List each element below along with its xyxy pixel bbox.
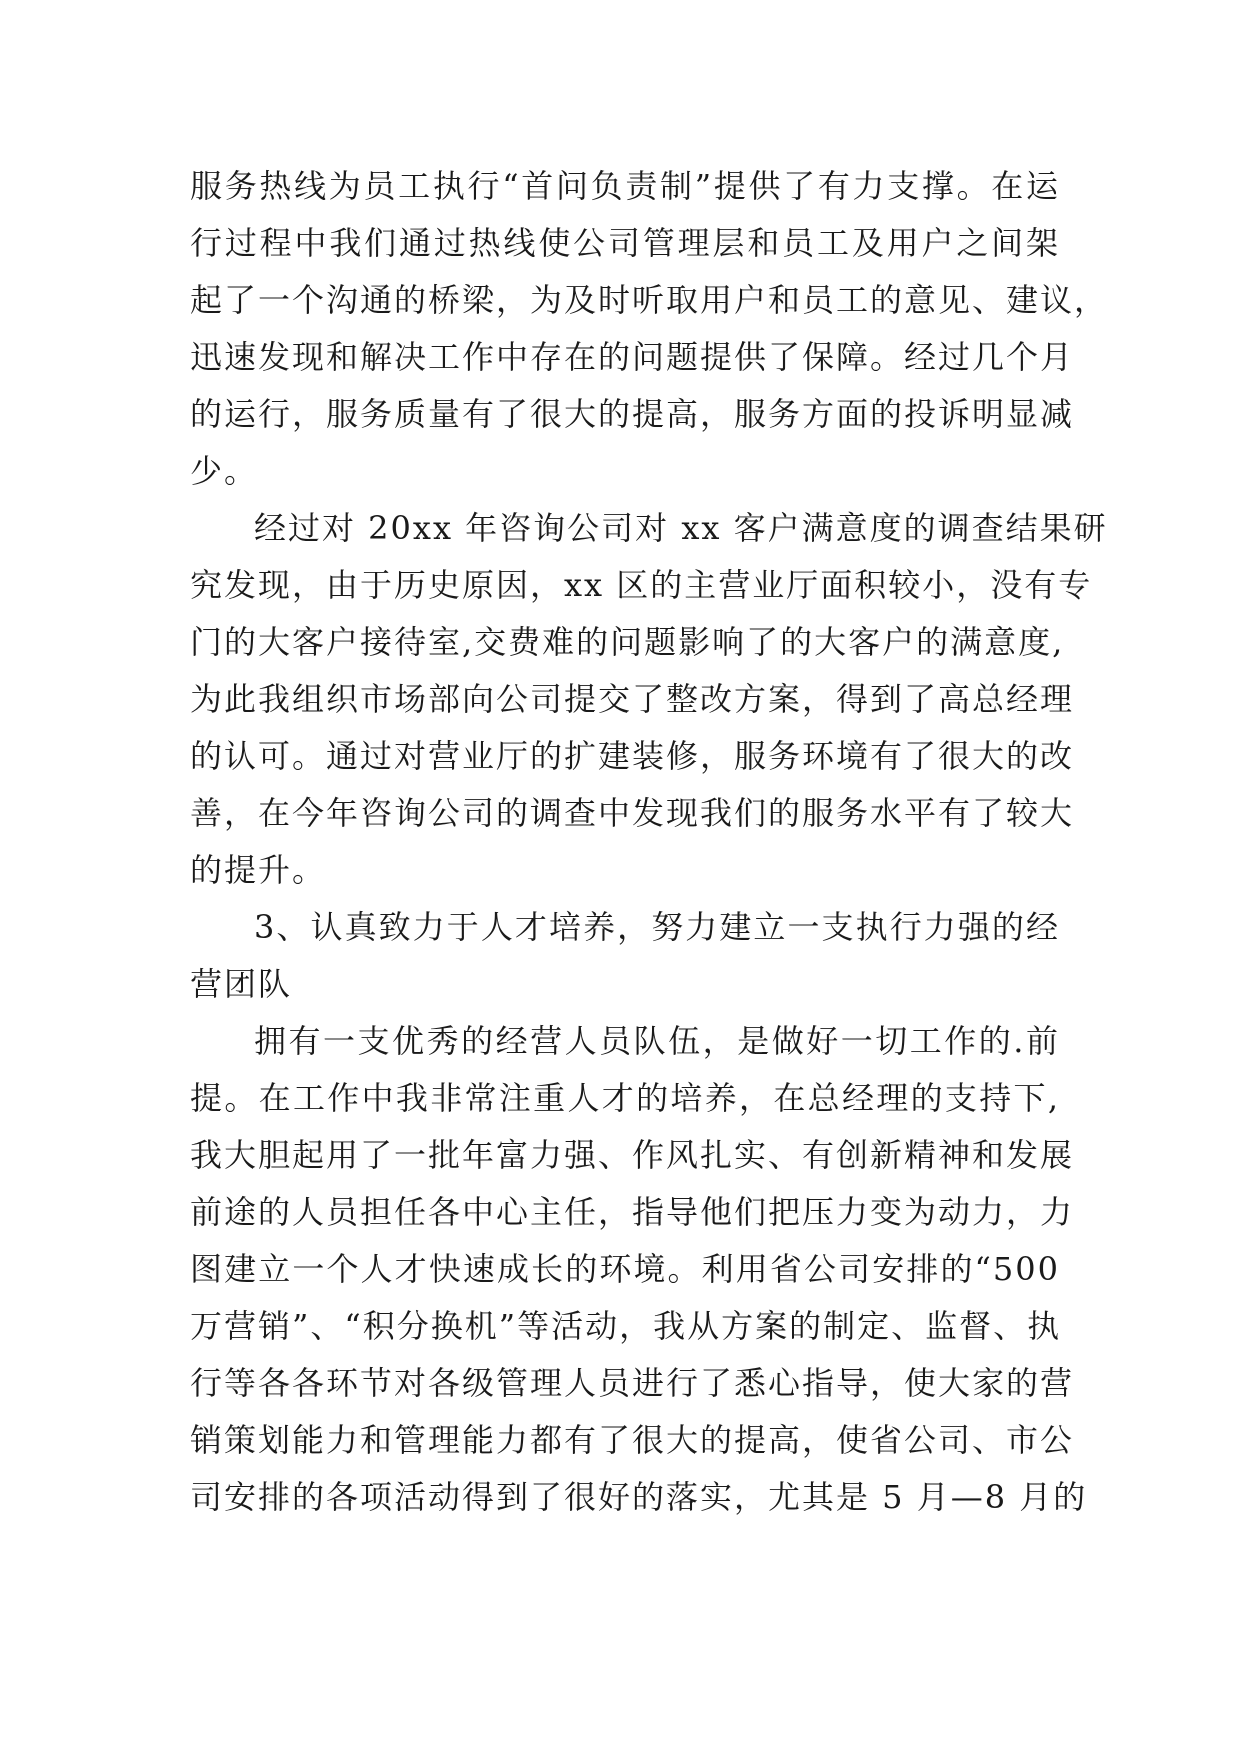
text-line: 迅速发现和解决工作中存在的问题提供了保障。经过几个月	[190, 338, 1075, 376]
text-line: 销策划能力和管理能力都有了很大的提高，使省公司、市公	[190, 1421, 1075, 1459]
document-body	[190, 158, 1109, 1526]
text-line: 为此我组织市场部向公司提交了整改方案，得到了高总经理	[190, 680, 1075, 718]
text-line: 少。	[190, 452, 259, 490]
text-line: 的认可。通过对营业厅的扩建装修，服务环境有了很大的改	[190, 737, 1075, 775]
text-line: 服务热线为员工执行“首问负责制”提供了有力支撑。在运	[190, 167, 1060, 205]
text-line: 善，在今年咨询公司的调查中发现我们的服务水平有了较大	[190, 794, 1075, 832]
text-line: 究发现，由于历史原因，xx 区的主营业厅面积较小，没有专	[190, 566, 1093, 604]
text-line: 我大胆起用了一批年富力强、作风扎实、有创新精神和发展	[190, 1136, 1075, 1174]
text-line: 经过对 20xx 年咨询公司对 xx 客户满意度的调查结果研	[254, 509, 1108, 547]
paragraph-talent	[190, 1013, 1088, 1526]
text-line: 门的大客户接待室,交费难的问题影响了的大客户的满意度,	[190, 623, 1065, 661]
paragraph-survey	[190, 500, 1108, 899]
text-line: 起了一个沟通的桥梁，为及时听取用户和员工的意见、建议，	[190, 281, 1109, 319]
paragraph-hotline	[190, 158, 1109, 500]
text-line: 司安排的各项活动得到了很好的落实，尤其是 5 月—8 月的	[190, 1478, 1088, 1516]
text-line: 的提升。	[190, 851, 327, 889]
text-line: 拥有一支优秀的经营人员队伍，是做好一切工作的.前	[254, 1022, 1060, 1060]
text-line: 提。在工作中我非常注重人才的培养，在总经理的支持下,	[190, 1079, 1060, 1117]
text-line: 图建立一个人才快速成长的环境。利用省公司安排的“500	[190, 1250, 1060, 1288]
text-line: 的运行，服务质量有了很大的提高，服务方面的投诉明显减	[190, 395, 1075, 433]
text-line: 前途的人员担任各中心主任，指导他们把压力变为动力，力	[190, 1193, 1075, 1231]
text-line: 万营销”、“积分换机”等活动，我从方案的制定、监督、执	[190, 1307, 1062, 1345]
heading-line: 营团队	[190, 965, 293, 1003]
section-heading	[190, 899, 1060, 1013]
heading-line: 3、认真致力于人才培养，努力建立一支执行力强的经	[254, 908, 1060, 946]
text-line: 行过程中我们通过热线使公司管理层和员工及用户之间架	[190, 224, 1060, 262]
text-line: 行等各各环节对各级管理人员进行了悉心指导，使大家的营	[190, 1364, 1075, 1402]
